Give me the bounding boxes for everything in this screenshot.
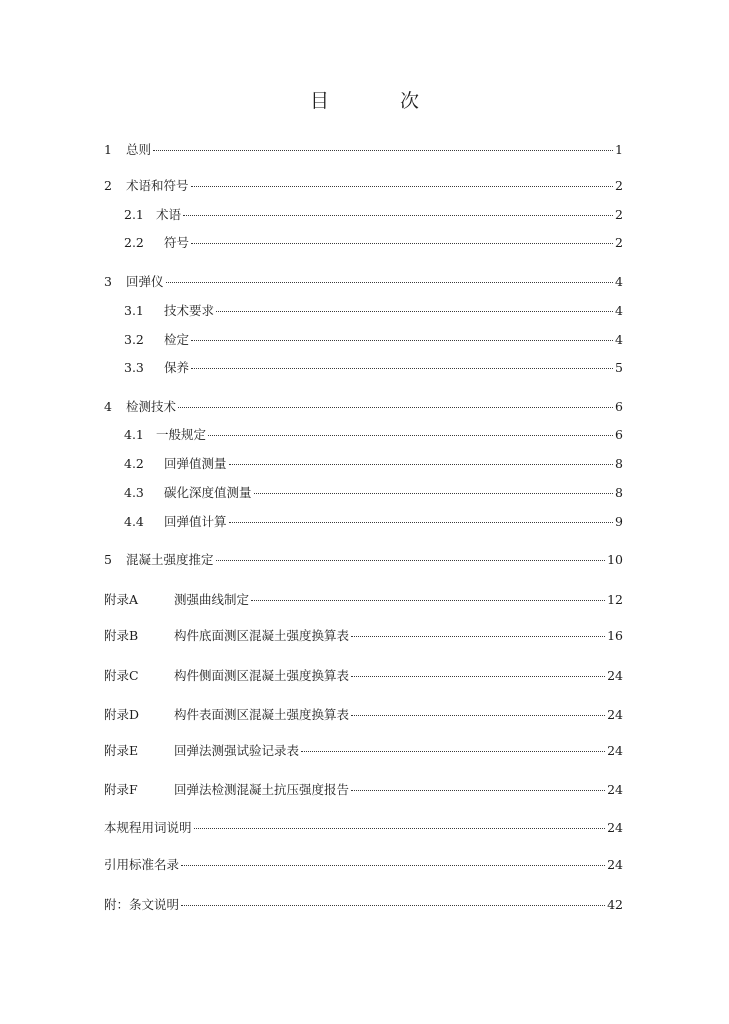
toc-entry[interactable] <box>104 706 623 724</box>
toc-entry[interactable] <box>124 359 623 377</box>
toc-entry-label: 保养 <box>164 360 190 375</box>
dot-leader <box>208 435 613 436</box>
toc-entry-number: 3.1 <box>124 303 144 318</box>
toc-entry[interactable] <box>104 896 623 914</box>
toc-entry[interactable] <box>104 273 623 291</box>
toc-entry-number: 5 <box>104 552 112 567</box>
dot-leader <box>181 865 605 866</box>
toc-entry-label: 检测技术 <box>126 399 177 414</box>
dot-leader <box>191 368 613 369</box>
toc-entry-page: 6 <box>615 399 623 414</box>
dot-leader <box>178 407 613 408</box>
toc-entry-page: 4 <box>615 332 623 347</box>
toc-entry-label: 回弹法测强试验记录表 <box>174 743 300 758</box>
toc-entry-number: 3.2 <box>124 332 144 347</box>
toc-entry-number: 附录C <box>104 668 139 683</box>
toc-entry-number: 4.3 <box>124 485 144 500</box>
toc-entry-number: 附录F <box>104 782 138 797</box>
toc-entry-number: 4 <box>104 399 112 414</box>
toc-entry[interactable] <box>104 627 623 645</box>
toc-entry-number: 2 <box>104 178 112 193</box>
toc-entry-label: 术语和符号 <box>126 178 189 193</box>
toc-entry-label: 回弹仪 <box>126 274 164 289</box>
toc-entry-page: 9 <box>615 514 623 529</box>
toc-entry-label: 一般规定 <box>156 427 207 442</box>
toc-entry[interactable] <box>124 455 623 473</box>
toc-entry-label: 符号 <box>164 235 190 250</box>
toc-entry-number: 3.3 <box>124 360 144 375</box>
dot-leader <box>254 493 614 494</box>
toc-entry-page: 2 <box>615 235 623 250</box>
dot-leader <box>301 751 605 752</box>
dot-leader <box>183 215 613 216</box>
toc-entry-page: 42 <box>607 897 623 912</box>
toc-entry-page: 8 <box>615 456 623 471</box>
toc-entry-number: 附录B <box>104 628 139 643</box>
toc-entry[interactable] <box>124 302 623 320</box>
toc-entry[interactable] <box>124 331 623 349</box>
toc-entry-number: 附录A <box>104 592 139 607</box>
toc-entry-label: 回弹法检测混凝土抗压强度报告 <box>174 782 350 797</box>
toc-entry[interactable] <box>124 426 623 444</box>
toc-entry-page: 10 <box>607 552 623 567</box>
toc-entry-number: 2.1 <box>124 207 144 222</box>
dot-leader <box>351 790 605 791</box>
toc-entry-label: 构件侧面测区混凝土强度换算表 <box>174 668 350 683</box>
toc-entry-label: 构件底面测区混凝土强度换算表 <box>174 628 350 643</box>
toc-entry-page: 24 <box>607 820 623 835</box>
toc-entry[interactable] <box>124 234 623 252</box>
toc-entry-number: 附录E <box>104 743 139 758</box>
toc-entry-page: 12 <box>607 592 623 607</box>
toc-entry-page: 6 <box>615 427 623 442</box>
toc-entry-page: 8 <box>615 485 623 500</box>
dot-leader <box>351 715 605 716</box>
toc-entry-number: 4.4 <box>124 514 144 529</box>
toc-entry[interactable] <box>104 819 623 837</box>
toc-entry[interactable] <box>104 551 623 569</box>
toc-entry-page: 16 <box>607 628 623 643</box>
toc-entry[interactable] <box>104 781 623 799</box>
toc-entry-label: 引用标准名录 <box>104 857 180 872</box>
dot-leader <box>216 560 606 561</box>
dot-leader <box>251 600 605 601</box>
toc-entry[interactable] <box>104 177 623 195</box>
toc-entry[interactable] <box>104 742 623 760</box>
toc-entry-page: 24 <box>607 707 623 722</box>
toc-entry-page: 2 <box>615 178 623 193</box>
toc-entry-label: 碳化深度值测量 <box>164 485 252 500</box>
toc-entry-label: 术语 <box>156 207 182 222</box>
toc-entry-page: 24 <box>607 668 623 683</box>
dot-leader <box>191 243 613 244</box>
dot-leader <box>153 150 613 151</box>
toc-entry[interactable] <box>104 141 623 159</box>
toc-entry-label: 构件表面测区混凝土强度换算表 <box>174 707 350 722</box>
toc-entry-label: 本规程用词说明 <box>104 820 192 835</box>
toc-entry-number: 1 <box>104 142 112 157</box>
toc-entry-page: 5 <box>615 360 623 375</box>
toc-entry-label: 技术要求 <box>164 303 215 318</box>
toc-entry-label: 混凝土强度推定 <box>126 552 214 567</box>
dot-leader <box>166 282 614 283</box>
toc-entry-number: 2.2 <box>124 235 144 250</box>
toc-entry-page: 4 <box>615 274 623 289</box>
toc-title: 目 次 <box>309 90 445 112</box>
dot-leader <box>229 464 614 465</box>
dot-leader <box>181 905 605 906</box>
dot-leader <box>191 186 614 187</box>
dot-leader <box>351 676 605 677</box>
dot-leader <box>216 311 613 312</box>
toc-entry-page: 24 <box>607 782 623 797</box>
dot-leader <box>194 828 606 829</box>
dot-leader <box>191 340 613 341</box>
toc-entry-page: 24 <box>607 857 623 872</box>
toc-entry[interactable] <box>104 667 623 685</box>
toc-entry[interactable] <box>124 513 623 531</box>
toc-entry-number: 3 <box>104 274 112 289</box>
toc-entry-label: 回弹值计算 <box>164 514 227 529</box>
toc-entry-page: 24 <box>607 743 623 758</box>
toc-entry-label: 总则 <box>126 142 152 157</box>
toc-entry-label: 附：条文说明 <box>104 897 180 912</box>
toc-entry-number: 4.2 <box>124 456 144 471</box>
toc-entry-page: 4 <box>615 303 623 318</box>
toc-entry[interactable] <box>104 856 623 874</box>
toc-entry-number: 附录D <box>104 707 140 722</box>
toc-entry-label: 检定 <box>164 332 190 347</box>
toc-entry-number: 4.1 <box>124 427 144 442</box>
toc-entry-page: 1 <box>615 142 623 157</box>
toc-entry[interactable] <box>124 206 623 224</box>
toc-entry[interactable] <box>104 398 623 416</box>
toc-entry-page: 2 <box>615 207 623 222</box>
toc-entry-label: 测强曲线制定 <box>174 592 250 607</box>
toc-entry[interactable] <box>124 484 623 502</box>
toc-entry[interactable] <box>104 591 623 609</box>
dot-leader <box>229 522 614 523</box>
dot-leader <box>351 636 605 637</box>
toc-entry-label: 回弹值测量 <box>164 456 227 471</box>
